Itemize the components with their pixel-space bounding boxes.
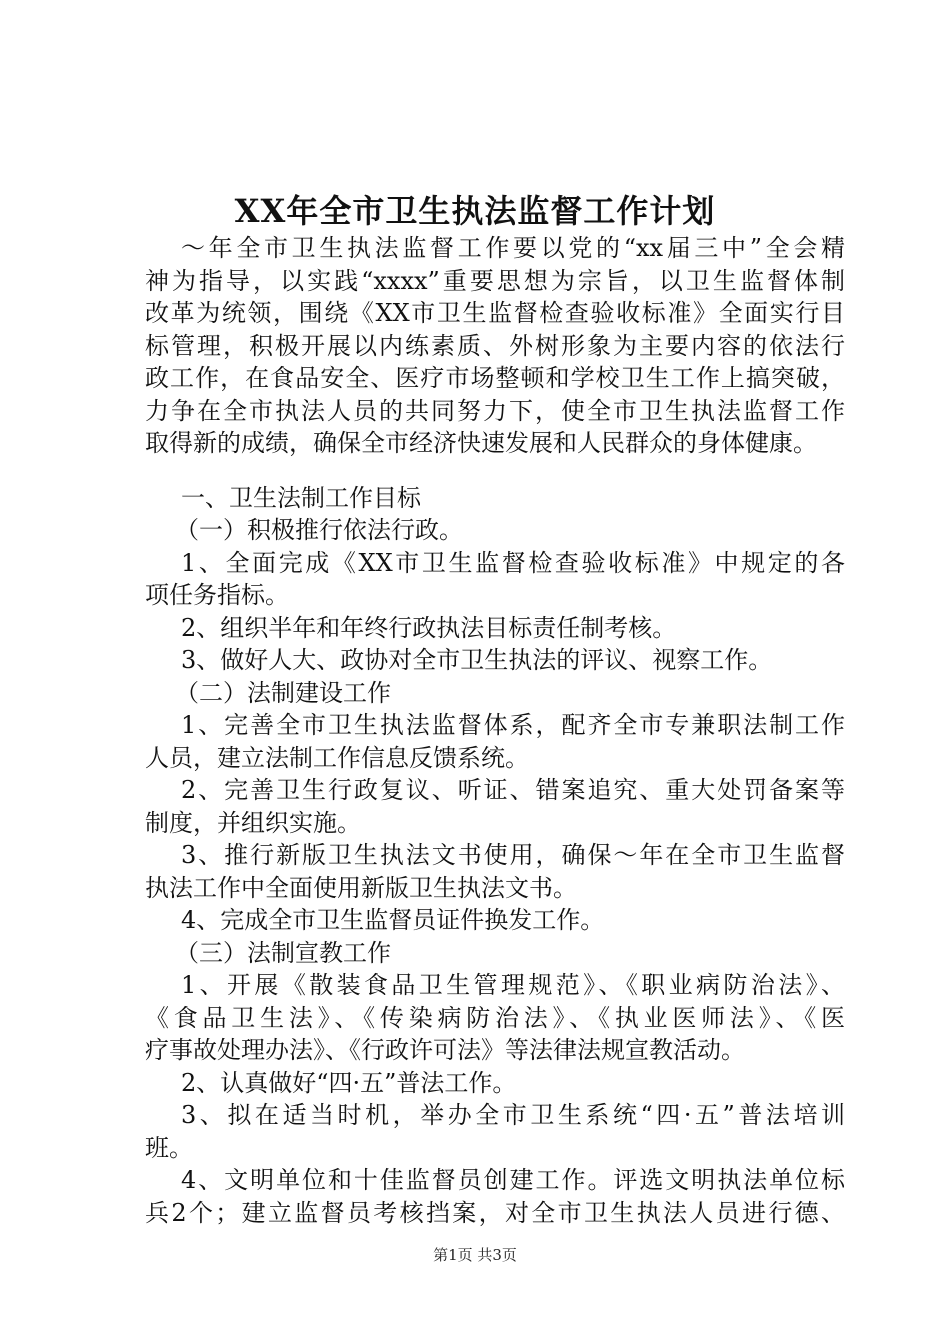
list-item-continuation: 人员，建立法制工作信息反馈系统。 xyxy=(145,743,529,772)
list-item-continuation: 项任务指标。 xyxy=(145,581,289,609)
subsection-heading: （三）法制宣教工作 xyxy=(175,938,391,967)
intro-line: 政工作，在食品安全、医疗市场整顿和学校卫生工作上搞突破， xyxy=(145,364,845,392)
list-item-continuation: 疗事故处理办法》、《行政许可法》等法律法规宣教活动。 xyxy=(145,1036,745,1064)
list-item: 4、完成全市卫生监督员证件换发工作。 xyxy=(181,906,605,934)
list-item: 4、文明单位和十佳监督员创建工作。评选文明执法单位标 xyxy=(181,1166,845,1194)
subsection-heading: （二）法制建设工作 xyxy=(175,678,391,707)
document-body xyxy=(145,232,845,1229)
list-item: 1、完善全市卫生执法监督体系，配齐全市专兼职法制工作 xyxy=(181,711,845,739)
page-number-footer: 第1页 共3页 xyxy=(433,1246,517,1264)
list-item-continuation: 执法工作中全面使用新版卫生执法文书。 xyxy=(145,873,577,902)
intro-line: 取得新的成绩，确保全市经济快速发展和人民群众的身体健康。 xyxy=(145,429,817,457)
list-item-continuation: 《食品卫生法》、《传染病防治法》、《执业医师法》、《医 xyxy=(145,1003,845,1032)
intro-line: 改革为统领，围绕《XX市卫生监督检查验收标准》全面实行目 xyxy=(145,299,845,327)
list-item-continuation: 班。 xyxy=(145,1133,193,1162)
intro-line: 标管理，积极开展以内练素质、外树形象为主要内容的依法行 xyxy=(145,331,845,360)
section-heading: 一、卫生法制工作目标 xyxy=(181,483,421,512)
list-item-continuation: 兵2个；建立监督员考核挡案，对全市卫生执法人员进行德、 xyxy=(145,1198,845,1227)
list-item: 3、拟在适当时机，举办全市卫生系统“四·五”普法培训 xyxy=(181,1101,845,1129)
list-item: 1、开展《散装食品卫生管理规范》、《职业病防治法》、 xyxy=(181,971,845,999)
subsection-heading: （一）积极推行依法行政。 xyxy=(175,516,463,544)
paragraph-gap xyxy=(145,460,845,482)
list-item-continuation: 制度，并组织实施。 xyxy=(145,808,361,837)
list-item: 2、认真做好“四·五”普法工作。 xyxy=(181,1068,517,1097)
document-title: XX年全市卫生执法监督工作计划 xyxy=(234,192,716,230)
list-item: 3、做好人大、政协对全市卫生执法的评议、视察工作。 xyxy=(181,646,773,674)
list-item: 3、推行新版卫生执法文书使用，确保～年在全市卫生监督 xyxy=(181,841,845,869)
intro-line: 神为指导，以实践“xxxx”重要思想为宗旨，以卫生监督体制 xyxy=(145,266,845,295)
intro-line: 力争在全市执法人员的共同努力下，使全市卫生执法监督工作 xyxy=(145,396,845,425)
intro-line: ～年全市卫生执法监督工作要以党的“xx届三中”全会精 xyxy=(181,234,845,262)
list-item: 2、组织半年和年终行政执法目标责任制考核。 xyxy=(181,613,677,642)
list-item: 2、完善卫生行政复议、听证、错案追究、重大处罚备案等 xyxy=(181,776,845,804)
list-item: 1、全面完成《XX市卫生监督检查验收标准》中规定的各 xyxy=(181,548,845,577)
